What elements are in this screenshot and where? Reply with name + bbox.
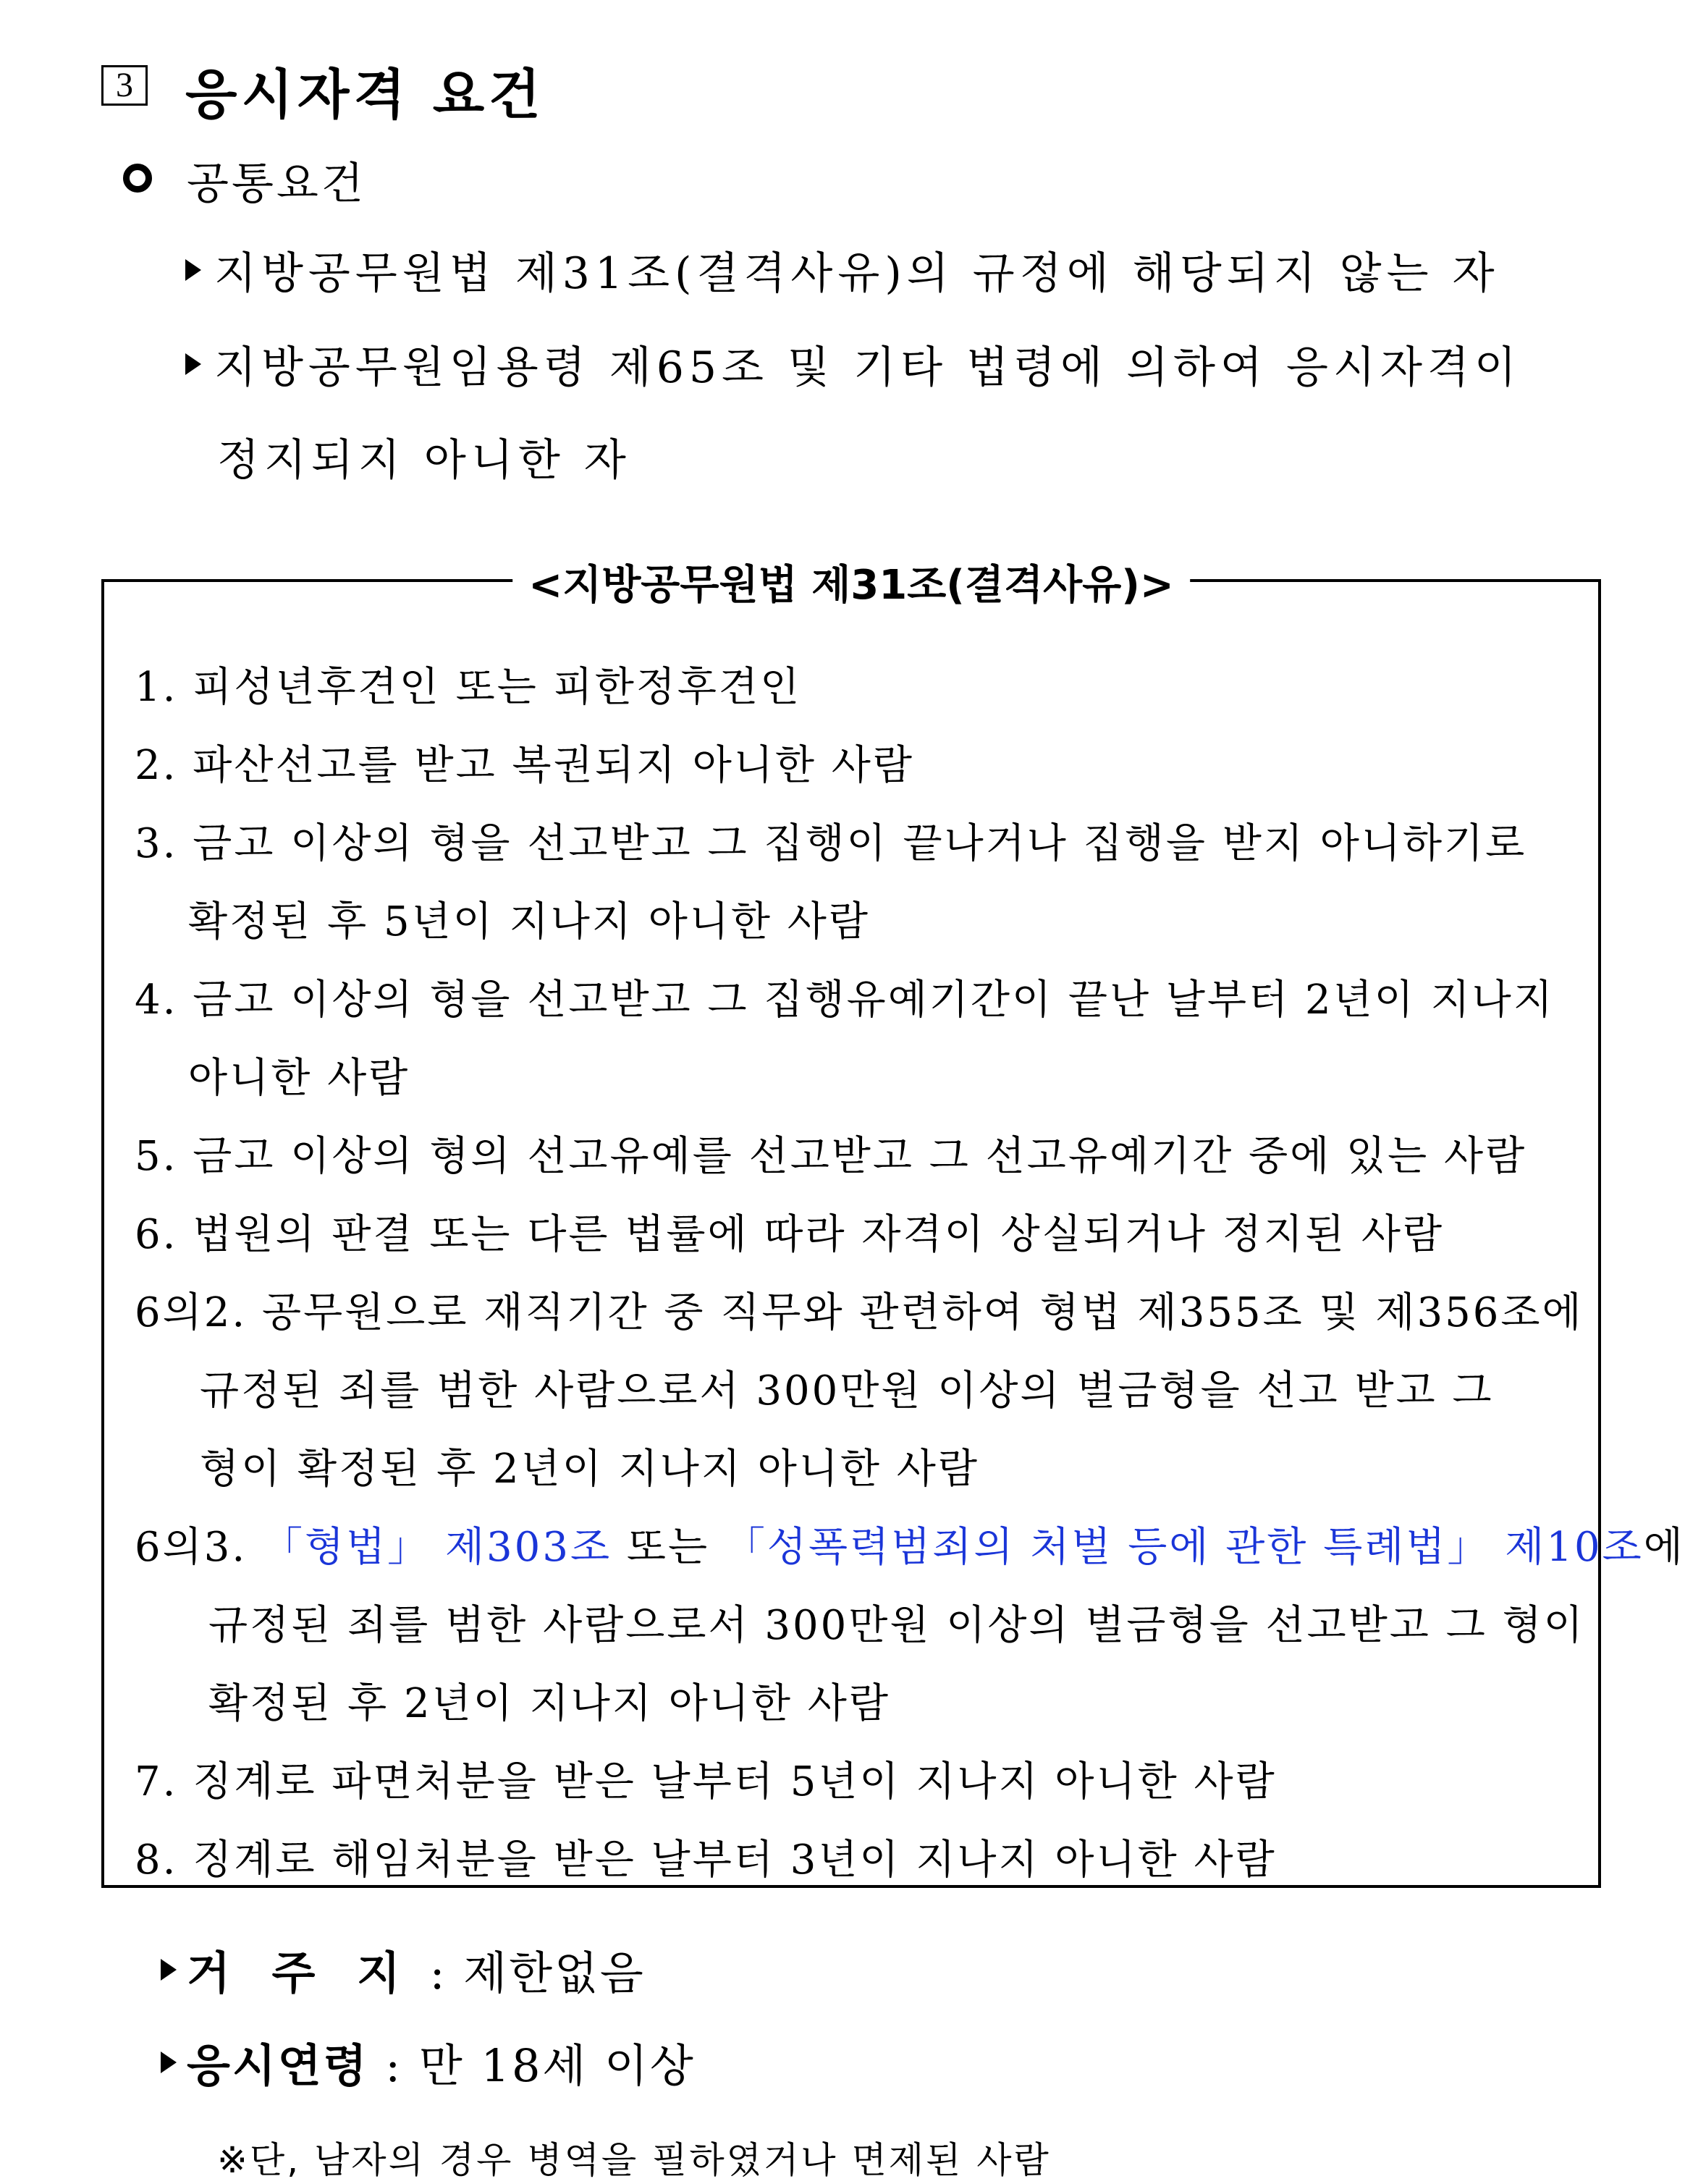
law-item-3: 3. 금고 이상의 형을 선고받고 그 집행이 끝나거나 집행을 받지 아니하기로 xyxy=(135,820,1527,867)
law-item-6-2-cont2: 형이 확정된 후 2년이 지나지 아니한 사람 xyxy=(200,1446,979,1493)
common-bullet-1: 지방공무원법 제31조(결격사유)의 규정에 해당되지 않는 자 xyxy=(214,248,1500,299)
law-item-2: 2. 파산선고를 받고 복권되지 아니한 사람 xyxy=(135,742,914,789)
section-title: 응시자격 요건 xyxy=(185,64,545,126)
triangle-bullet-icon xyxy=(161,2052,177,2073)
law-item-3-cont: 확정된 후 5년이 지나지 아니한 사람 xyxy=(188,898,870,945)
residence-row: 거 주 지 : 제한없음 xyxy=(187,1947,646,1999)
age-row: 응시연령 : 만 18세 이상 xyxy=(187,2039,696,2092)
age-label: 응시연령 xyxy=(187,2039,369,2092)
law-item-7: 7. 징계로 파면처분을 받은 날부터 5년이 지나지 아니한 사람 xyxy=(135,1758,1277,1805)
law-item-6-2: 6의2. 공무원으로 재직기간 중 직무와 관련하여 형법 제355조 및 제356조에 xyxy=(135,1289,1584,1336)
circle-bullet-icon xyxy=(123,164,152,193)
law-ref-criminal-act: 「형법」 제303조 xyxy=(261,1524,612,1571)
residence-label: 거 주 지 xyxy=(187,1947,413,1999)
section-number: 3 xyxy=(116,66,133,104)
law-item-1: 1. 피성년후견인 또는 피한정후견인 xyxy=(135,664,802,711)
residence-value: 제한없음 xyxy=(463,1947,646,1999)
law-ref-sexual-violence-act: 「성폭력범죄의 처벌 등에 관한 특례법」 제10조 xyxy=(724,1524,1644,1571)
law-item-6: 6. 법원의 판결 또는 다른 법률에 따라 자격이 상실되거나 정지된 사람 xyxy=(135,1211,1445,1258)
age-value: 만 18세 이상 xyxy=(418,2039,696,2092)
triangle-bullet-icon xyxy=(185,259,201,281)
triangle-bullet-icon xyxy=(161,1959,177,1981)
law-item-5: 5. 금고 이상의 형의 선고유예를 선고받고 그 선고유예기간 중에 있는 사람 xyxy=(135,1133,1527,1180)
law-item-6-3: 6의3. 「형법」 제303조 또는 「성폭력범죄의 처벌 등에 관한 특례법」 제10조에 xyxy=(135,1524,1685,1571)
law-item-4: 4. 금고 이상의 형을 선고받고 그 집행유예기간이 끝난 날부터 2년이 지나지 xyxy=(135,977,1555,1024)
law-box-title: <지방공무원법 제31조(결격사유)> xyxy=(512,553,1190,611)
law-item-4-cont: 아니한 사람 xyxy=(188,1055,410,1102)
law-item-6-2-cont: 규정된 죄를 범한 사람으로서 300만원 이상의 벌금형을 선고 받고 그 xyxy=(200,1367,1494,1414)
common-bullet-2: 지방공무원임용령 제65조 및 기타 법령에 의하여 응시자격이 xyxy=(214,342,1521,393)
law-item-8: 8. 징계로 해임처분을 받은 날부터 3년이 지나지 아니한 사람 xyxy=(135,1837,1277,1884)
common-bullet-2-cont: 정지되지 아니한 자 xyxy=(217,435,631,486)
common-requirements-title: 공통요건 xyxy=(187,159,366,209)
section-number-box xyxy=(101,65,148,106)
military-note: ※단, 남자의 경우 병역을 필하였거나 면제된 사람 xyxy=(217,2139,1051,2181)
law-item-6-3-cont: 규정된 죄를 범한 사람으로서 300만원 이상의 벌금형을 선고받고 그 형이 xyxy=(208,1602,1585,1649)
triangle-bullet-icon xyxy=(185,353,201,375)
law-item-6-3-cont2: 확정된 후 2년이 지나지 아니한 사람 xyxy=(208,1680,890,1727)
